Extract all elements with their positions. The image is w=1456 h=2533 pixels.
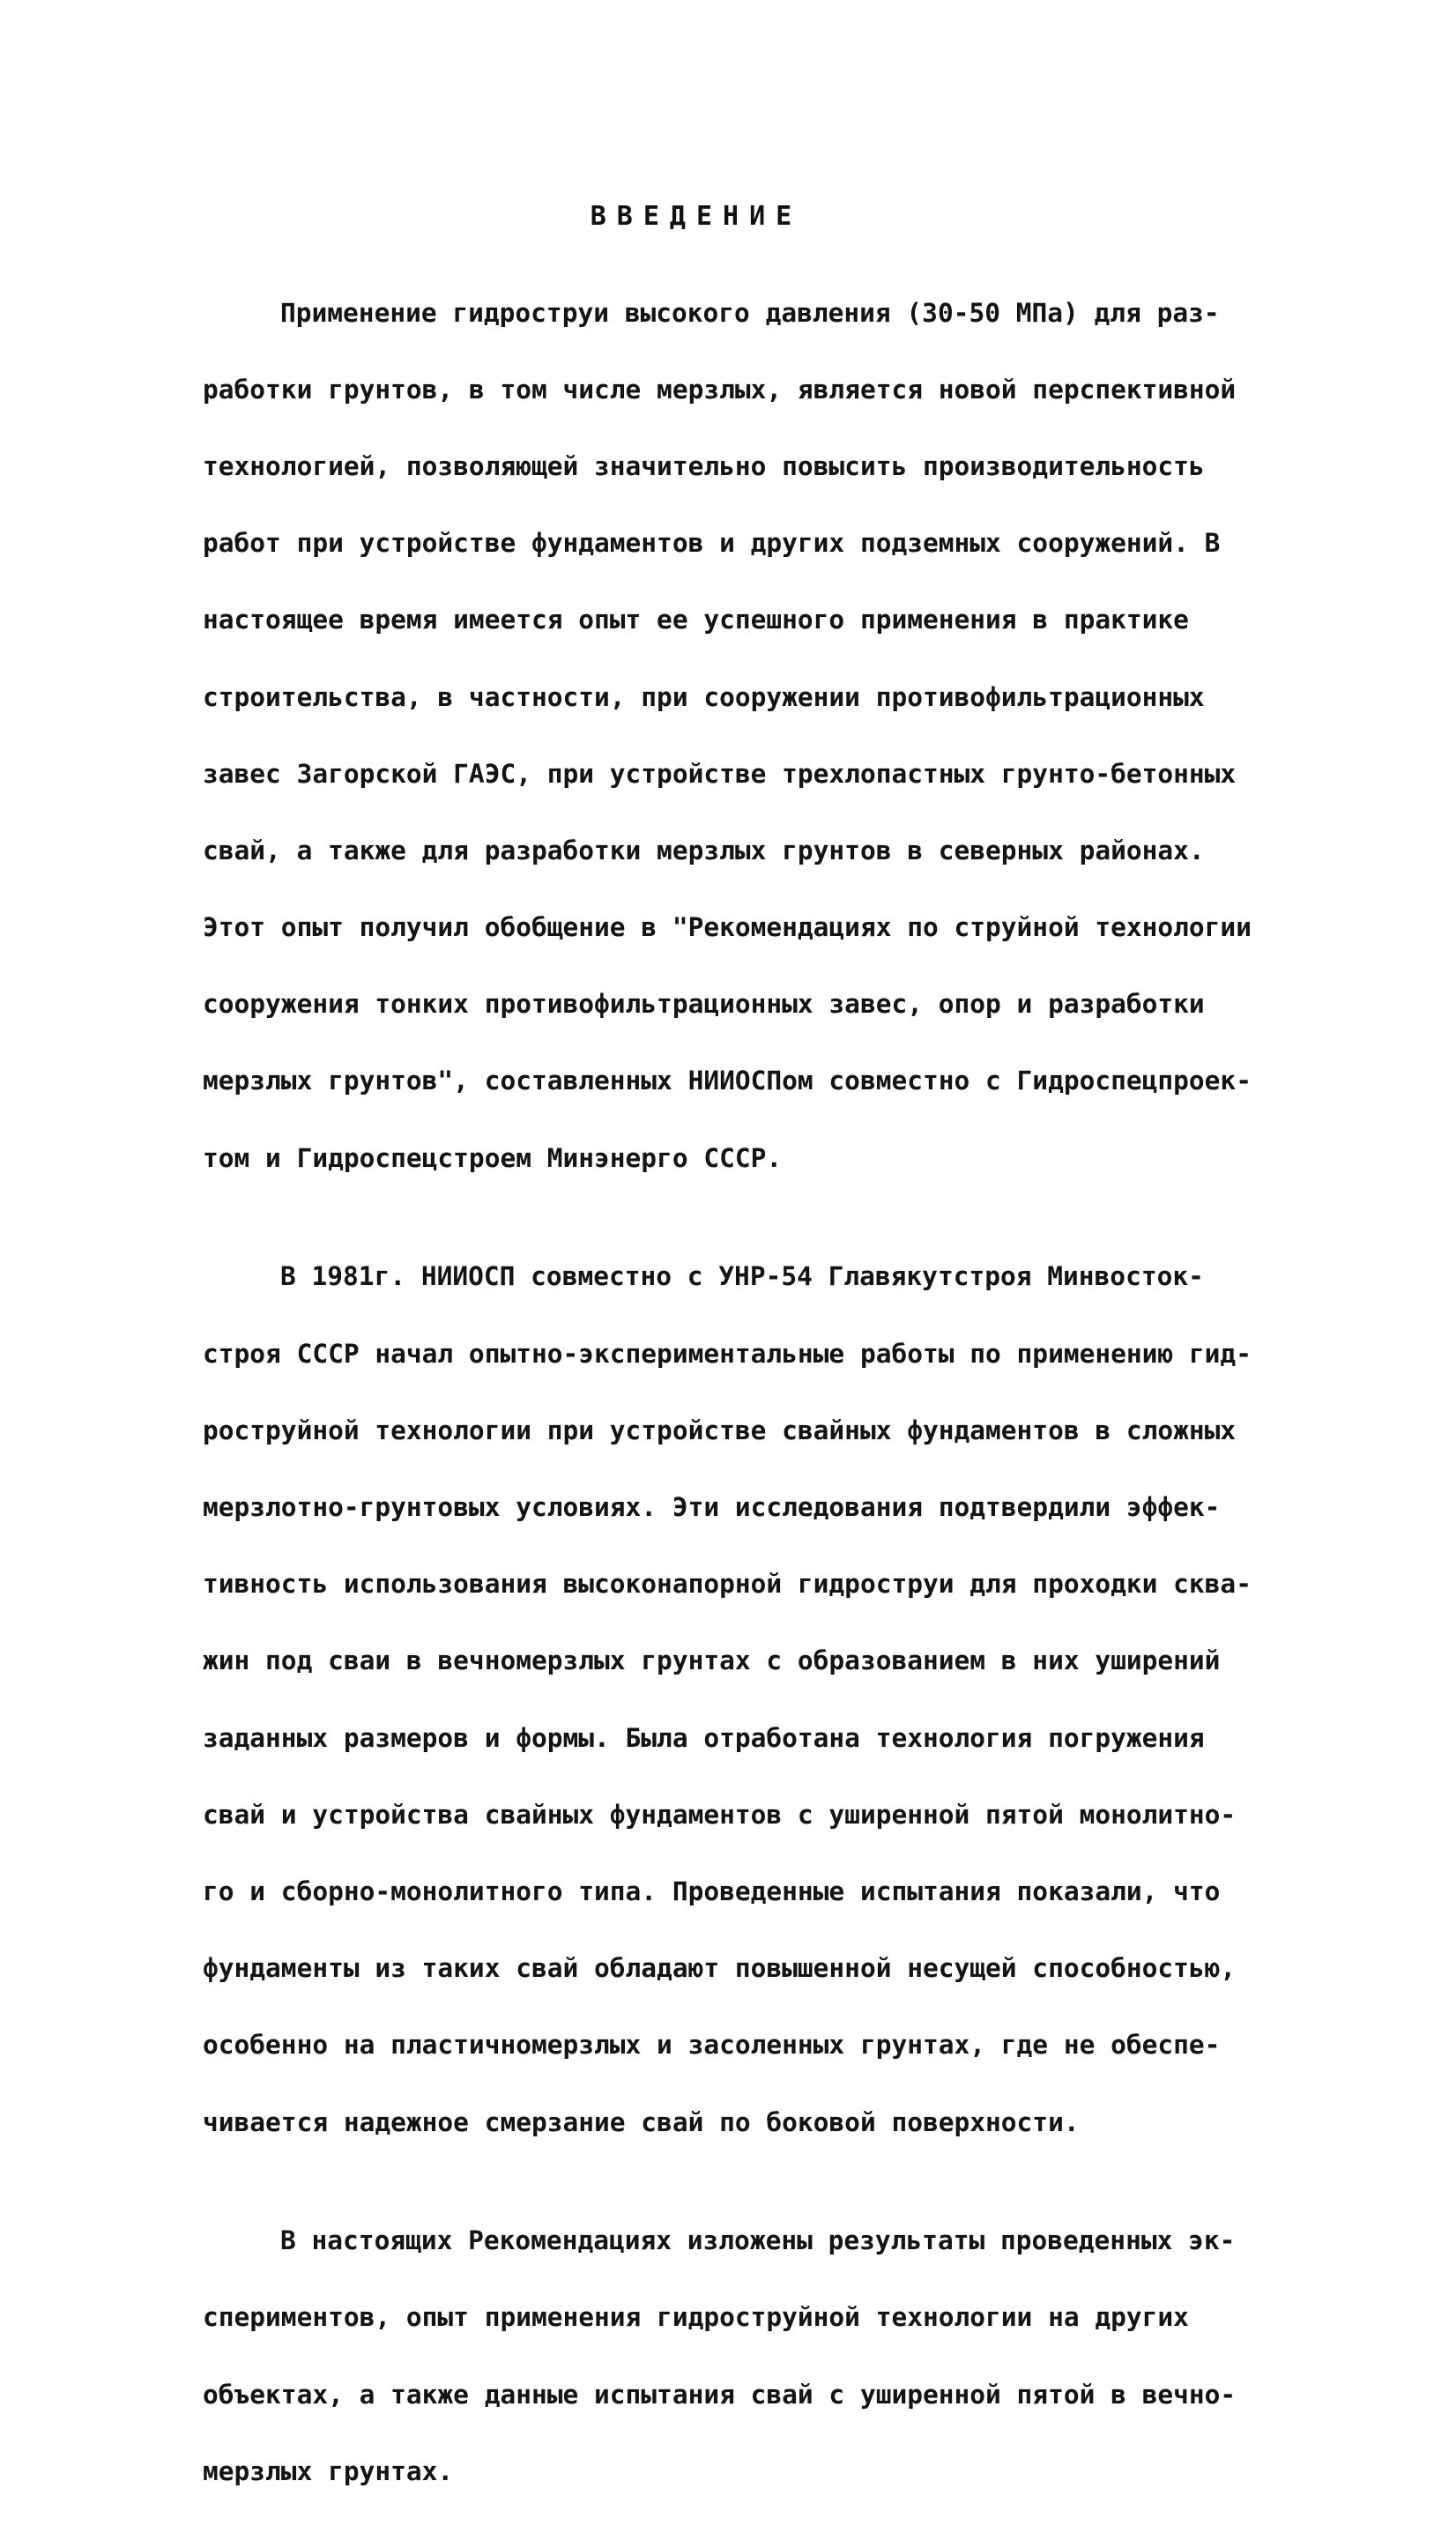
text-line: работки грунтов, в том числе мерзлых, является новой перспективной	[203, 374, 1237, 405]
text-line: свай, а также для разработки мерзлых грунтов в северных районах.	[203, 835, 1205, 865]
text-line: спериментов, опыт применения гидроструйной технологии на других	[203, 2302, 1189, 2333]
text-line: технологией, позволяющей значительно повысить производительность	[203, 450, 1205, 481]
text-line: го и сборно-монолитного типа. Проведенные испытания показали, что	[203, 1876, 1221, 1906]
text-line: чивается надежное смерзание свай по боковой поверхности.	[203, 2106, 1080, 2137]
text-line: фундаменты из таких свай обладают повышенной несущей способностью,	[203, 1953, 1237, 1984]
document-body	[203, 256, 1252, 2533]
text-line: заданных размеров и формы. Была отработана технология погружения	[203, 1722, 1205, 1753]
document-title: ВВЕДЕНИЕ	[590, 201, 803, 232]
text-line: Применение гидроструи высокого давления (30-50 МПа) для раз-	[280, 297, 1220, 328]
text-line: мерзлых грунтах.	[203, 2455, 454, 2486]
text-line: Этот опыт получил обобщение в "Рекомендациях по струйной технологии	[203, 912, 1252, 943]
paragraph-3	[203, 2184, 1243, 2529]
text-line: особенно на пластичномерзлых и засоленных грунтах, где не обеспе-	[203, 2030, 1221, 2061]
text-line: В настоящих Рекомендациях изложены результаты проведенных эк-	[280, 2225, 1236, 2256]
paragraph-2	[203, 1220, 1252, 2180]
text-line: роструйной технологии при устройстве свайных фундаментов в сложных	[203, 1415, 1237, 1445]
text-line: строительства, в частности, при сооружении противофильтрационных	[203, 681, 1205, 712]
text-line: строя СССР начал опытно-экспериментальные работы по применению гид-	[203, 1338, 1252, 1369]
text-line: работ при устройстве фундаментов и других подземных сооружений. В	[203, 528, 1221, 559]
text-line: тивность использования высоконапорной гидроструи для проходки сква-	[203, 1569, 1252, 1600]
text-line: мерзлотно-грунтовых условиях. Эти исследования подтвердили эффек-	[203, 1492, 1221, 1522]
text-line: В 1981г. НИИОСП совместно с УНР-54 Главякутстроя Минвосток-	[280, 1261, 1204, 1292]
text-line: том и Гидроспецстроем Минэнерго СССР.	[203, 1142, 783, 1173]
text-line: мерзлых грунтов", составленных НИИОСПом совместно с Гидроспецпроек-	[203, 1066, 1252, 1096]
text-line: объектах, а также данные испытания свай с уширенной пятой в вечно-	[203, 2379, 1237, 2410]
text-line: жин под сваи в вечномерзлых грунтах с образованием в них уширений	[203, 1645, 1221, 1676]
paragraph-1	[203, 256, 1252, 1216]
text-line: завес Загорской ГАЭС, при устройстве трехлопастных грунто-бетонных	[203, 758, 1237, 789]
text-line: настоящее время имеется опыт ее успешного применения в практике	[203, 605, 1189, 635]
text-line: сооружения тонких противофильтрационных завес, опор и разработки	[203, 989, 1205, 1020]
text-line: свай и устройства свайных фундаментов с уширенной пятой монолитно-	[203, 1799, 1237, 1830]
